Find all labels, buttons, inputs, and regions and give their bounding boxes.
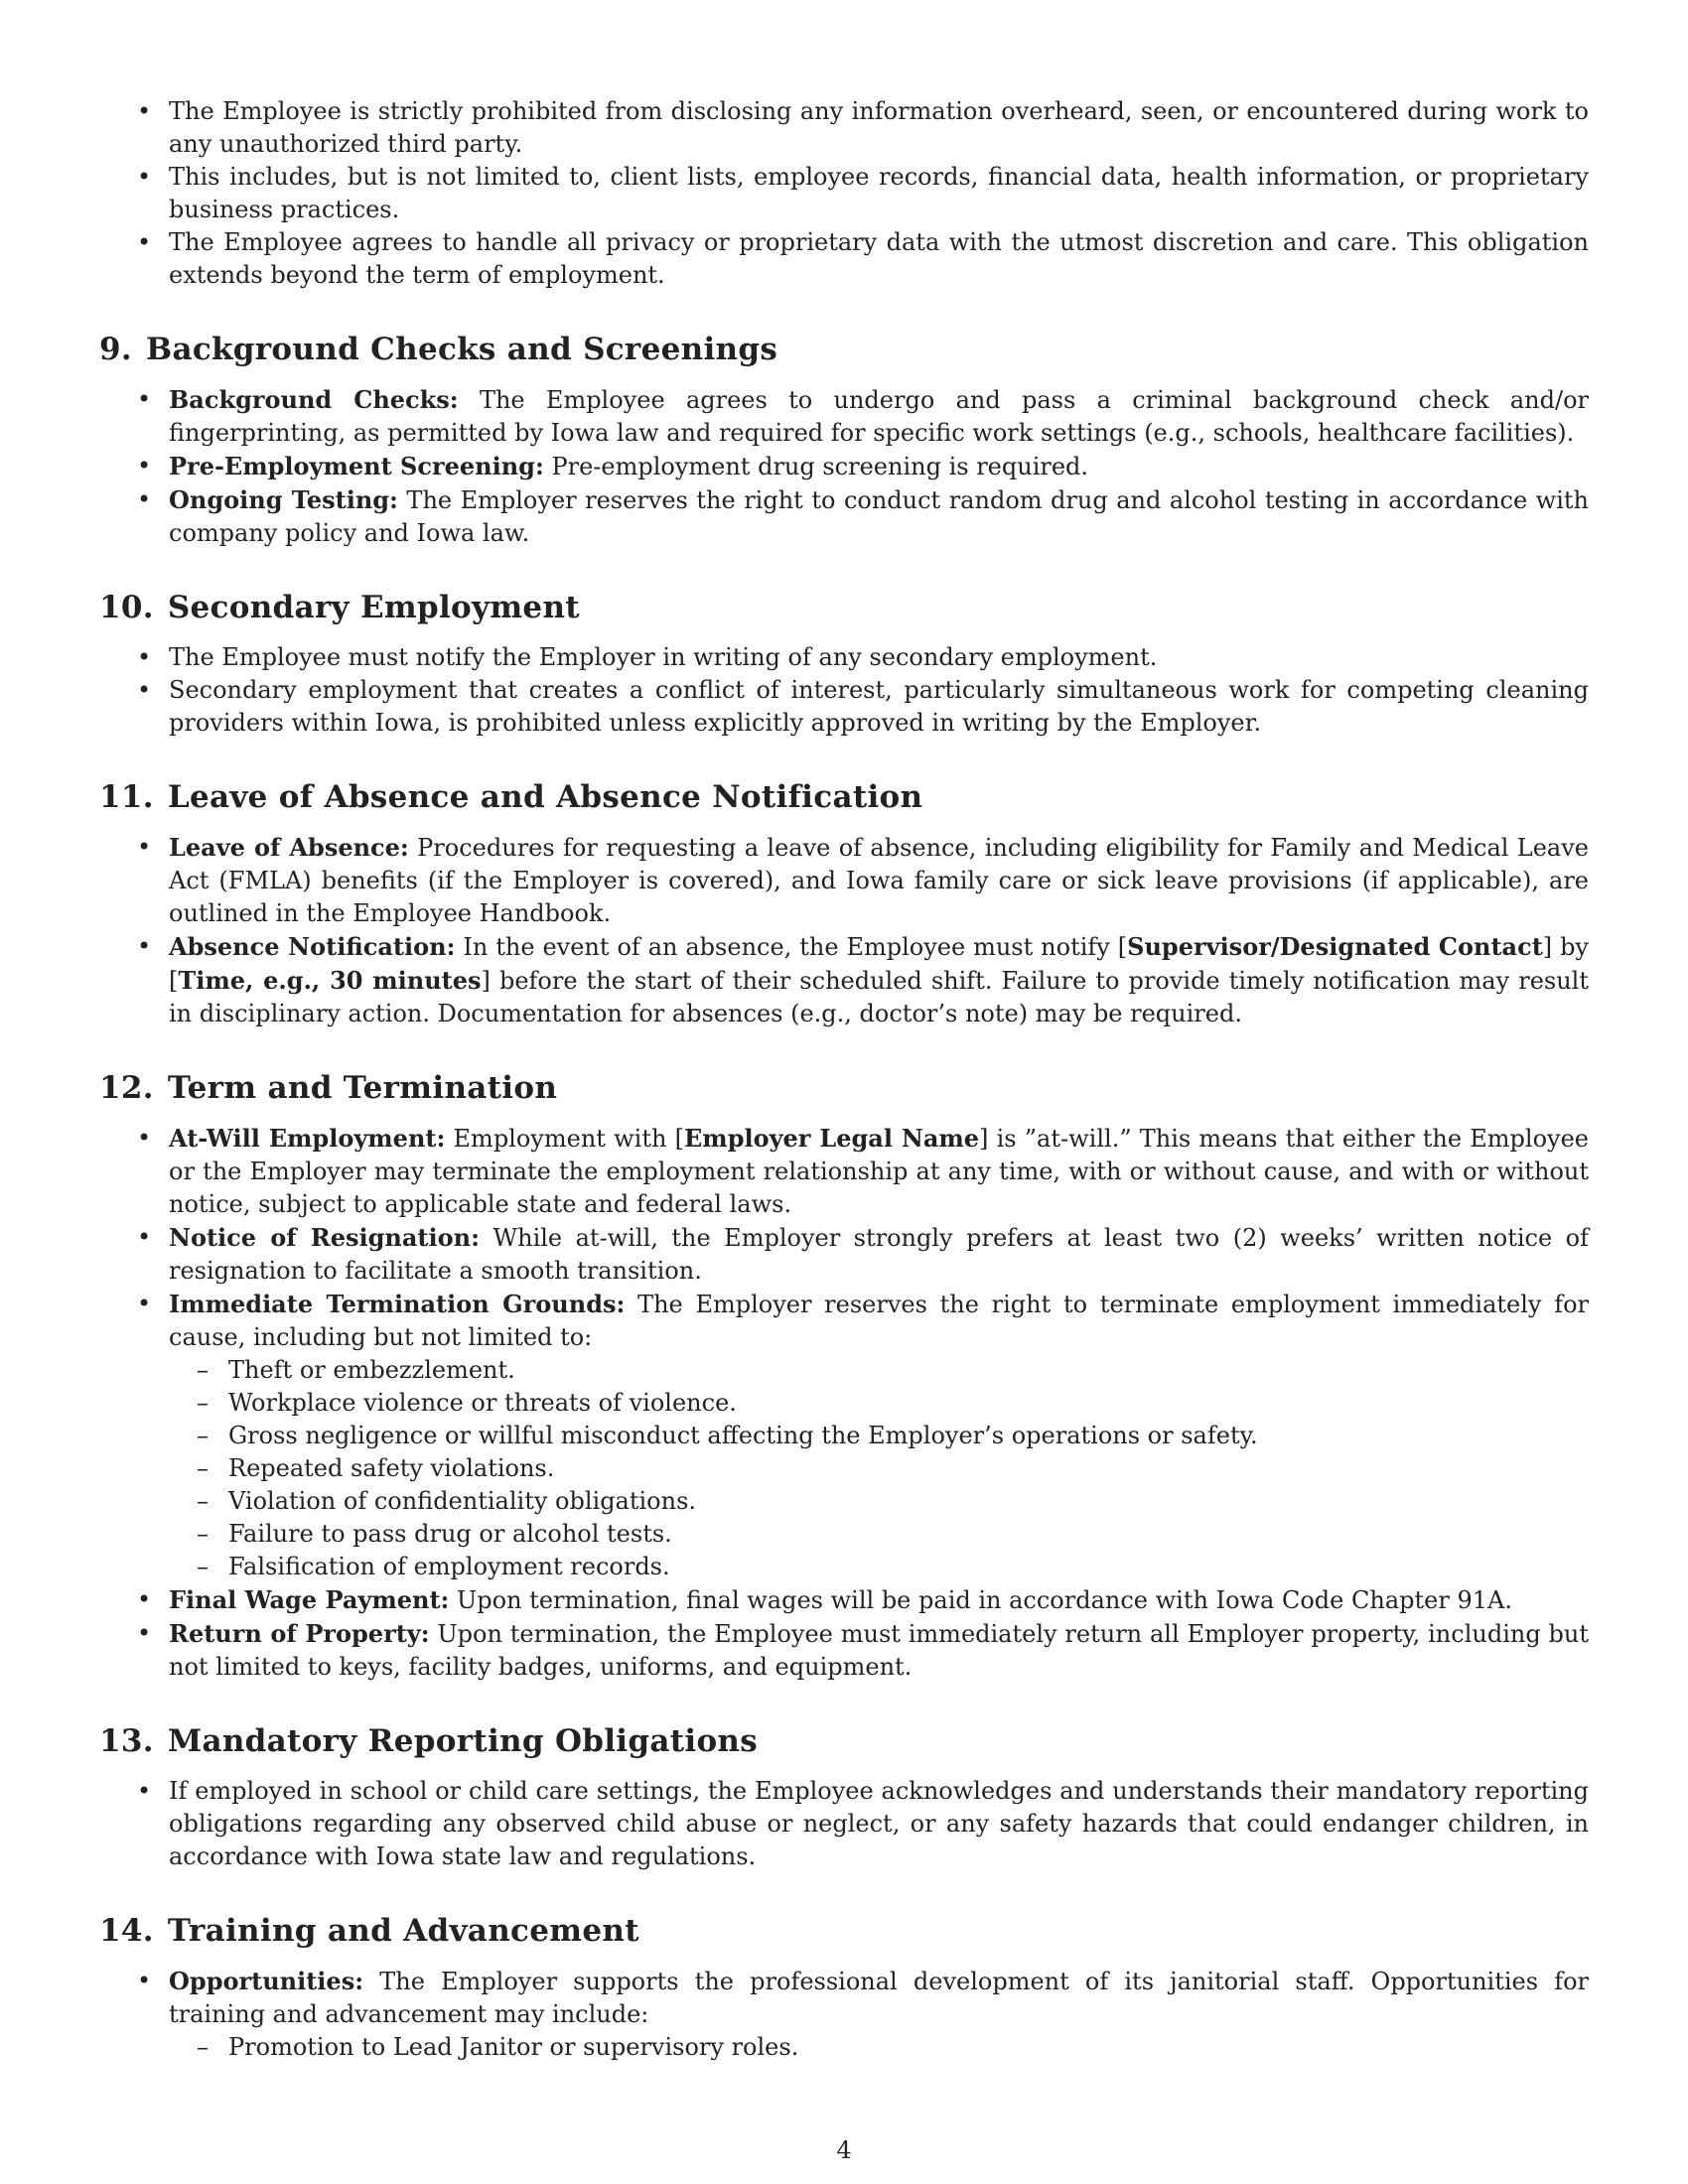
section-10-heading: 10. Secondary Employment xyxy=(99,590,580,625)
list-item: • Leave of Absence: Procedures for requesting a leave of absence, including eligibility for Family and Medical Leave Act (FMLA) benefits (if the Employer is covered), and Iowa family care or sick leave provisions (if applicable), are outlined in the Employee Handbook. xyxy=(99,831,1589,930)
sub-list-item: – Falsification of employment records. xyxy=(99,1551,1589,1583)
sub-list-item: – Repeated safety violations. xyxy=(99,1452,1589,1485)
section-11-list xyxy=(99,831,1589,1030)
sub-list-item: – Theft or embezzlement. xyxy=(99,1354,1589,1387)
section-9-list xyxy=(99,383,1589,550)
section-14-heading: 14. Training and Advancement xyxy=(99,1913,639,1949)
list-item: • Opportunities: The Employer supports the professional development of its janitorial staff. Opportunities for training and advancement may include: xyxy=(99,1965,1589,2031)
list-item: • The Employee is strictly prohibited from disclosing any information overheard, seen, or encountered during work to any unauthorized third party. xyxy=(99,95,1589,161)
sub-list-item: – Workplace violence or threats of violence. xyxy=(99,1387,1589,1420)
sub-list-item: – Failure to pass drug or alcohol tests. xyxy=(99,1518,1589,1551)
section-12-list xyxy=(99,1122,1589,1684)
list-item: • The Employee must notify the Employer in writing of any secondary employment. xyxy=(99,641,1589,674)
list-item: • Secondary employment that creates a conflict of interest, particularly simultaneous work for competing cleaning providers within Iowa, is prohibited unless explicitly approved in writing by the Employer. xyxy=(99,674,1589,740)
list-item: • Background Checks: The Employee agrees to undergo and pass a criminal background check and/or fingerprinting, as permitted by Iowa law and required for specific work settings (e.g., schools, healthcare facilities). xyxy=(99,383,1589,450)
sub-list-item: – Gross negligence or willful misconduct affecting the Employer’s operations or safety. xyxy=(99,1420,1589,1452)
list-item: • Notice of Resignation: While at-will, the Employer strongly prefers at least two (2) weeks’ written notice of resignation to facilitate a smooth transition. xyxy=(99,1221,1589,1288)
section-12-heading: 12. Term and Termination xyxy=(99,1070,558,1106)
confidentiality-list xyxy=(99,95,1589,292)
section-13-heading: 13. Mandatory Reporting Obligations xyxy=(99,1723,759,1759)
list-item: • Immediate Termination Grounds: The Employer reserves the right to terminate employment immediately for cause, including but not limited to: xyxy=(99,1288,1589,1354)
list-item: • The Employee agrees to handle all privacy or proprietary data with the utmost discretion and care. This obligation extends beyond the term of employment. xyxy=(99,226,1589,292)
document-page xyxy=(99,95,1589,2064)
list-item: • At-Will Employment: Employment with [Employer Legal Name] is ”at-will.” This means that either the Employee or the Employer may terminate the employment relationship at any time, with or without cause, and with or without notice, subject to applicable state and federal laws. xyxy=(99,1122,1589,1221)
list-item: • If employed in school or child care settings, the Employee acknowledges and understands their mandatory reporting obligations regarding any observed child abuse or neglect, or any safety hazards that could endanger children, in accordance with Iowa state law and regulations. xyxy=(99,1775,1589,1873)
section-10-list xyxy=(99,641,1589,740)
sub-list-item: – Promotion to Lead Janitor or supervisory roles. xyxy=(99,2031,1589,2064)
list-item: • Pre-Employment Screening: Pre-employment drug screening is required. xyxy=(99,450,1589,483)
section-9-heading: 9. Background Checks and Screenings xyxy=(99,332,778,367)
list-item: • This includes, but is not limited to, client lists, employee records, financial data, health information, or proprietary business practices. xyxy=(99,161,1589,226)
list-item: • Absence Notification: In the event of an absence, the Employee must notify [Supervisor/Designated Contact] by [Time, e.g., 30 minutes] before the start of their scheduled shift. Failure to provide timely notification may result in disciplinary action. Documentation for absences (e.g., doctor’s note) may be required. xyxy=(99,930,1589,1030)
section-13-list xyxy=(99,1775,1589,1873)
page-number: 4 xyxy=(836,2136,852,2164)
list-item: • Return of Property: Upon termination, the Employee must immediately return all Employer property, including but not limited to keys, facility badges, uniforms, and equipment. xyxy=(99,1617,1589,1684)
section-11-heading: 11. Leave of Absence and Absence Notification xyxy=(99,779,923,815)
section-14-list xyxy=(99,1965,1589,2064)
sub-list-item: – Violation of confidentiality obligations. xyxy=(99,1485,1589,1518)
list-item: • Final Wage Payment: Upon termination, final wages will be paid in accordance with Iowa Code Chapter 91A. xyxy=(99,1583,1589,1617)
list-item: • Ongoing Testing: The Employer reserves the right to conduct random drug and alcohol testing in accordance with company policy and Iowa law. xyxy=(99,483,1589,550)
